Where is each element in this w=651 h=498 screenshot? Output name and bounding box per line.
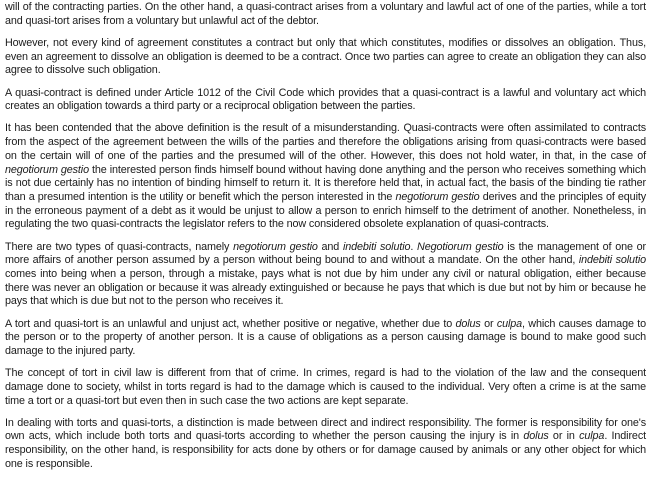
paragraph — [5, 87, 646, 114]
text-run: A tort and quasi-tort is an unlawful and unjust act, whether positive or negative, whether due to — [5, 317, 456, 330]
paragraph — [5, 1, 646, 28]
italic-term: negotiorum gestio — [395, 190, 480, 203]
paragraph — [5, 417, 646, 472]
text-run: or in — [548, 430, 580, 443]
text-run: There are two types of quasi-contracts, namely — [5, 240, 234, 253]
text-run: is the management of one or more affairs of another person assumed by a person without being bound to and without a mandate. On the other hand, — [5, 240, 646, 267]
italic-term: negotiorum gestio — [233, 240, 318, 253]
text-run: However, not every kind of agreement constitutes a contract but only that which constitutes, modifies or dissolves an obligation. Thus, even an agreement to dissolve an obligation is deemed to be a contract. Once two parties can agree to create an obligation they can also agree to dissolve such obligation. — [5, 36, 646, 77]
text-run: . — [410, 240, 418, 253]
text-run: In dealing with torts and quasi-torts, a distinction is made between direct and indirect responsibility. The former is responsibility for one's own acts, which include both torts and quasi-torts according to whether the person causing the injury is in — [5, 416, 646, 443]
text-run: A quasi-contract is defined under Article 1012 of the Civil Code which provides that a quasi-contract is a lawful and voluntary act which creates an obligation towards a third party or a reciprocal obligation between the parties. — [5, 86, 646, 113]
text-run: It has been contended that the above definition is the result of a misunderstanding. Quasi-contracts were often assimilated to contracts from the aspect of the agreement between the wills of the parties and therefore the obligations arising from quasi-contracts were based on the certain will of one of the parties and the presumed will of the other. However, this does not hold water, in that, in the case of — [5, 122, 646, 162]
paragraph — [5, 37, 646, 78]
text-run: and — [317, 240, 343, 253]
document-text — [5, 1, 646, 472]
italic-term: dolus — [455, 317, 481, 330]
text-run: derives and the principles of equity in the erroneous payment of a debt as it would be unjust to allow a person to enrich himself to the detriment of another. Nonetheless, in regulating the two quasi-contracts the legislator refers to the now considered obsolete explanation of quasi-contracts. — [5, 190, 647, 231]
text-run: will of the contracting parties. On the other hand, a quasi-contract arises from a voluntary and lawful act of one of the parties, while a tort and quasi-tort arises from a voluntary but unlawful act of the debtor. — [5, 1, 646, 27]
italic-term: Negotiorum gestio — [417, 240, 504, 253]
paragraph — [5, 241, 646, 310]
text-run: . Indirect responsibility, on the other hand, is responsibility for acts done by others or for damage caused by animals or any other object for which one is responsible. — [5, 430, 646, 470]
italic-term: negotiorum gestio — [5, 163, 89, 176]
paragraph — [5, 367, 646, 408]
paragraph — [5, 122, 646, 232]
italic-term: culpa — [496, 317, 523, 330]
text-run: the interested person finds himself bound without having done anything and the person who receives something which is not due certainly has no intention of binding himself to return it. It is therefore held that, in actual fact, the basis of the binding tie rather than a presumed intention is the utility or benefit which the person interested in the — [5, 163, 646, 203]
text-run: comes into being when a person, through a mistake, pays what is not due by him under any civil or natural obligation, either because there was never an obligation or because it was already extinguished or because he pays that which is due but not by him or because he pays that which is due but not to the person who receives it. — [5, 267, 646, 308]
text-run: , which causes damage to the person or to the property of another person. It is a cause of obligations as a person causing damage is bound to make good such damage to the injured party. — [5, 317, 646, 357]
italic-term: indebiti solutio — [578, 254, 646, 267]
text-run: or — [480, 317, 497, 330]
italic-term: dolus — [523, 430, 549, 443]
paragraph — [5, 318, 646, 359]
italic-term: indebiti solutio — [342, 240, 411, 253]
italic-term: culpa — [579, 430, 605, 443]
text-run: The concept of tort in civil law is different from that of crime. In crimes, regard is had to the violation of the law and the consequent damage done to society, whilst in torts regard is had to the damage which is caused to the individual. Very often a crime is at the same time a tort or a quasi-tort but even then in such case the two actions are kept separate. — [5, 367, 646, 407]
